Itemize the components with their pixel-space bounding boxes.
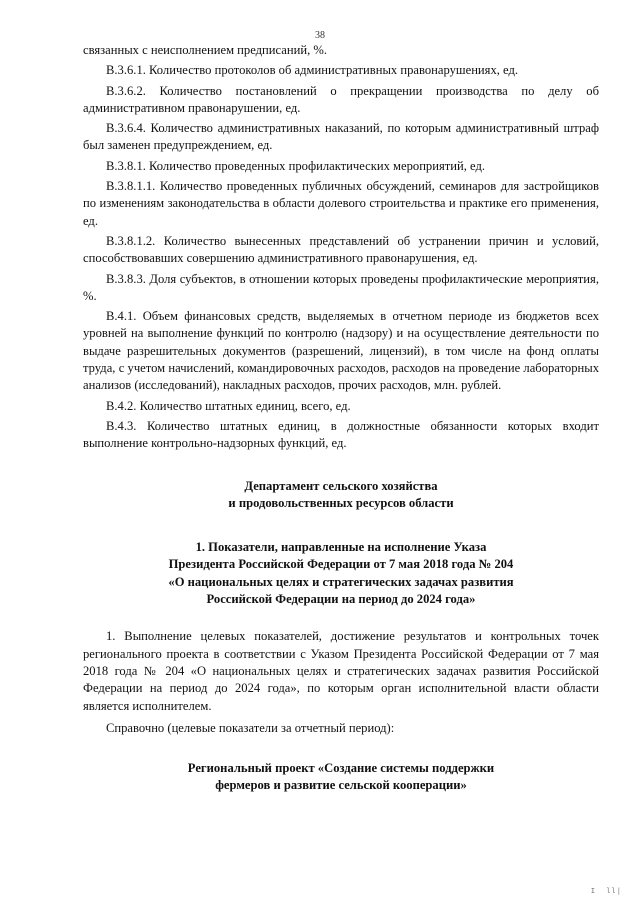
indicator-paragraph: В.3.6.4. Количество административных наказаний, по которым административный штраф был заменен предупреждением, ед. — [83, 121, 599, 153]
indicator-paragraph: В.3.6.1. Количество протоколов об административных правонарушениях, ед. — [106, 63, 519, 78]
reference-line: Справочно (целевые показатели за отчетный период): — [106, 720, 395, 735]
indicator-paragraph: В.4.3. Количество штатных единиц, в должностные обязанности которых входит выполнение контрольно-надзорных функций, ед. — [83, 418, 599, 451]
indicator-paragraph: связанных с неисполнением предписаний, %. — [83, 43, 328, 57]
indicator-paragraph: В.3.8.1.2. Количество вынесенных представлений об устранении причин и условий, способствовавших совершению административного правонарушения, ед. — [83, 233, 599, 266]
indicator-paragraph: В.4.2. Количество штатных единиц, всего, ед. — [106, 398, 351, 413]
document-body — [83, 42, 599, 795]
section-heading-line: 1. Показатели, направленные на исполнение Указа — [195, 540, 487, 555]
department-heading — [83, 478, 599, 513]
department-heading-line: и продовольственных ресурсов области — [228, 495, 454, 510]
indicator-paragraph: В.3.8.1.1. Количество проведенных публичных обсуждений, семинаров для застройщиков по изменениям законодательства в области долевого строительства и практике его применения, ед. — [83, 179, 599, 228]
department-heading-line: Департамент сельского хозяйства — [244, 478, 438, 493]
page-number: 38 — [315, 30, 325, 41]
indicator-paragraph: В.3.8.1. Количество проведенных профилактических мероприятий, ед. — [106, 158, 486, 173]
indicator-paragraph: В.3.8.3. Доля субъектов, в отношении которых проведены профилактические мероприятия, %. — [83, 271, 599, 303]
scan-mark: I ll| — [590, 887, 622, 895]
indicator-list — [83, 42, 599, 453]
section-heading-line: Президента Российской Федерации от 7 мая 2018 года № 204 — [168, 557, 514, 572]
indicator-paragraph: В.3.6.2. Количество постановлений о прекращении производства по делу об административном правонарушении, ед. — [83, 83, 599, 115]
indicator-paragraph: В.4.1. Объем финансовых средств, выделяемых в отчетном периоде из бюджетов всех уровней на выполнение функций по контролю (надзору) и на осуществление деятельности по выдаче разрешительных документов (разрешений, лицензий), в том числе на фонд оплаты труда, с учетом начислений, командировочных расходов, расходов на проведение лабораторных анализов (исследований), накладных расходов, прочих расходов, млн. рублей. — [83, 309, 599, 393]
section-heading-line: Российской Федерации на период до 2024 года» — [206, 592, 476, 607]
body-paragraph: 1. Выполнение целевых показателей, достижение результатов и контрольных точек регионального проекта в соответствии с Указом Президента Российской Федерации от 7 мая 2018 года № 204 «О национальных целях и стратегических задачах развития Российской Федерации на период до 2024 года», по которым орган исполнительной власти области является исполнителем. — [83, 629, 599, 713]
project-heading — [83, 760, 599, 795]
section-heading-line: «О национальных целях и стратегических задачах развития — [168, 574, 514, 589]
project-heading-line: Региональный проект «Создание системы поддержки — [187, 761, 495, 776]
project-heading-line: фермеров и развитие сельской кооперации» — [215, 778, 467, 793]
section-heading — [83, 539, 599, 608]
